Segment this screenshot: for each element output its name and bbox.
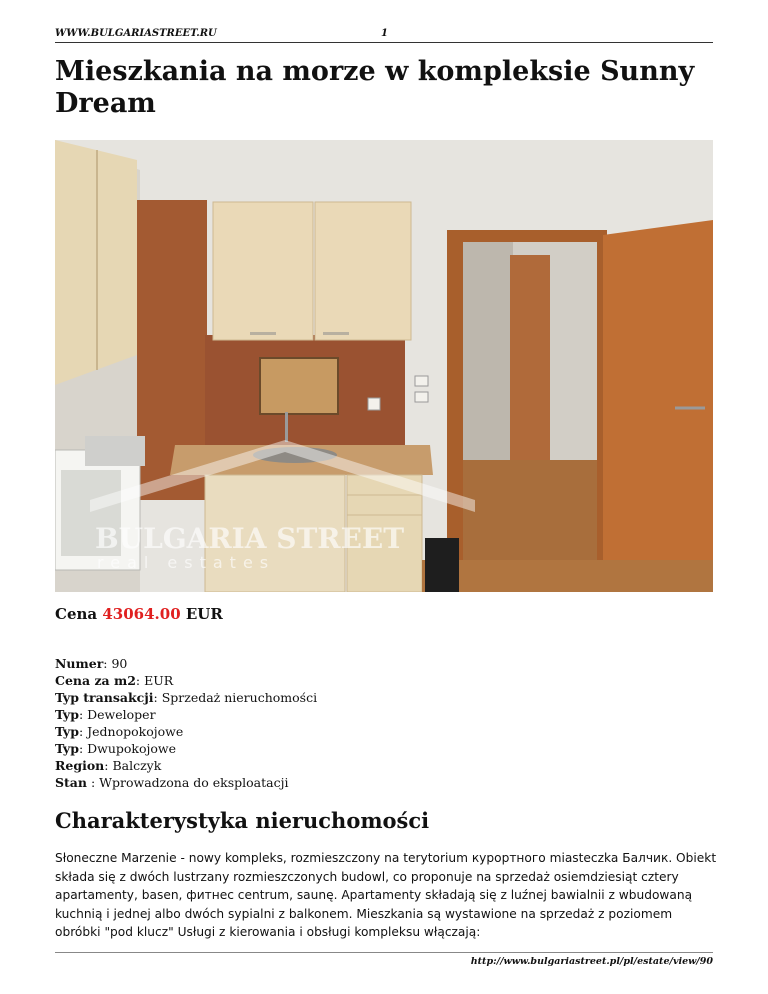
- detail-value: Dwupokojowe: [87, 741, 177, 756]
- footer-url[interactable]: http://www.bulgariastreet.pl/pl/estate/view/90: [470, 956, 713, 967]
- detail-row: Cena za m2: EUR: [55, 673, 174, 688]
- header-site: WWW.BULGARIASTREET.RU: [55, 28, 217, 39]
- price-label: Cena: [55, 605, 98, 623]
- detail-row: Region: Balczyk: [55, 758, 162, 773]
- detail-value: Balczyk: [112, 758, 162, 773]
- detail-row: Stan : Wprowadzona do eksploatacji: [55, 775, 289, 790]
- price-line: [55, 605, 223, 623]
- page-title: Mieszkania na morze w kompleksie Sunny Dream: [55, 56, 695, 119]
- detail-label: Typ transakcji: [55, 690, 154, 705]
- page-header: [55, 28, 713, 43]
- detail-label: Numer: [55, 656, 104, 671]
- detail-label: Typ: [55, 741, 79, 756]
- detail-row: Typ: Deweloper: [55, 707, 156, 722]
- page-footer: [55, 952, 713, 967]
- detail-label: Stan: [55, 775, 87, 790]
- detail-value: Deweloper: [87, 707, 156, 722]
- detail-row: Typ transakcji: Sprzedaż nieruchomości: [55, 690, 318, 705]
- watermark-subtitle: real estates: [97, 553, 276, 572]
- detail-label: Cena za m2: [55, 673, 136, 688]
- detail-value: EUR: [144, 673, 174, 688]
- watermark-title: BULGARIA STREET: [95, 522, 405, 555]
- detail-row: Typ: Jednopokojowe: [55, 724, 184, 739]
- detail-row: Numer: 90: [55, 656, 128, 671]
- price-value: 43064.00: [102, 605, 181, 623]
- price-currency: EUR: [185, 605, 223, 623]
- section-title: Charakterystyka nieruchomości: [55, 808, 430, 833]
- property-photo: [55, 140, 713, 592]
- details-list: [55, 655, 317, 791]
- detail-value: Wprowadzona do eksploatacji: [99, 775, 289, 790]
- detail-label: Region: [55, 758, 105, 773]
- detail-row: Typ: Dwupokojowe: [55, 741, 177, 756]
- page-number: 1: [381, 28, 388, 39]
- detail-value: Sprzedaż nieruchomości: [161, 690, 318, 705]
- detail-value: 90: [111, 656, 128, 671]
- detail-label: Typ: [55, 724, 79, 739]
- description: Słoneczne Marzenie - nowy kompleks, rozmieszczony na terytorium курортного miasteczka Балчик. Obiekt składa się z dwóch lustrzany rozmieszczonych budowl, co proponuje na sprzedaż osiemdziesiąt cztery apartamenty, basen, фитнес centrum, saunę. Apartamenty składają się z luźnej bawialnii z wbudowaną kuchnią i jednej albo dwóch sypialni z balkonem. Mieszkania są wystawione na sprzedaż z poziomem obróbki "pod klucz" Usługi z kierowania i obsługi kompleksu włączają:: [55, 851, 717, 939]
- detail-value: Jednopokojowe: [87, 724, 184, 739]
- detail-label: Typ: [55, 707, 79, 722]
